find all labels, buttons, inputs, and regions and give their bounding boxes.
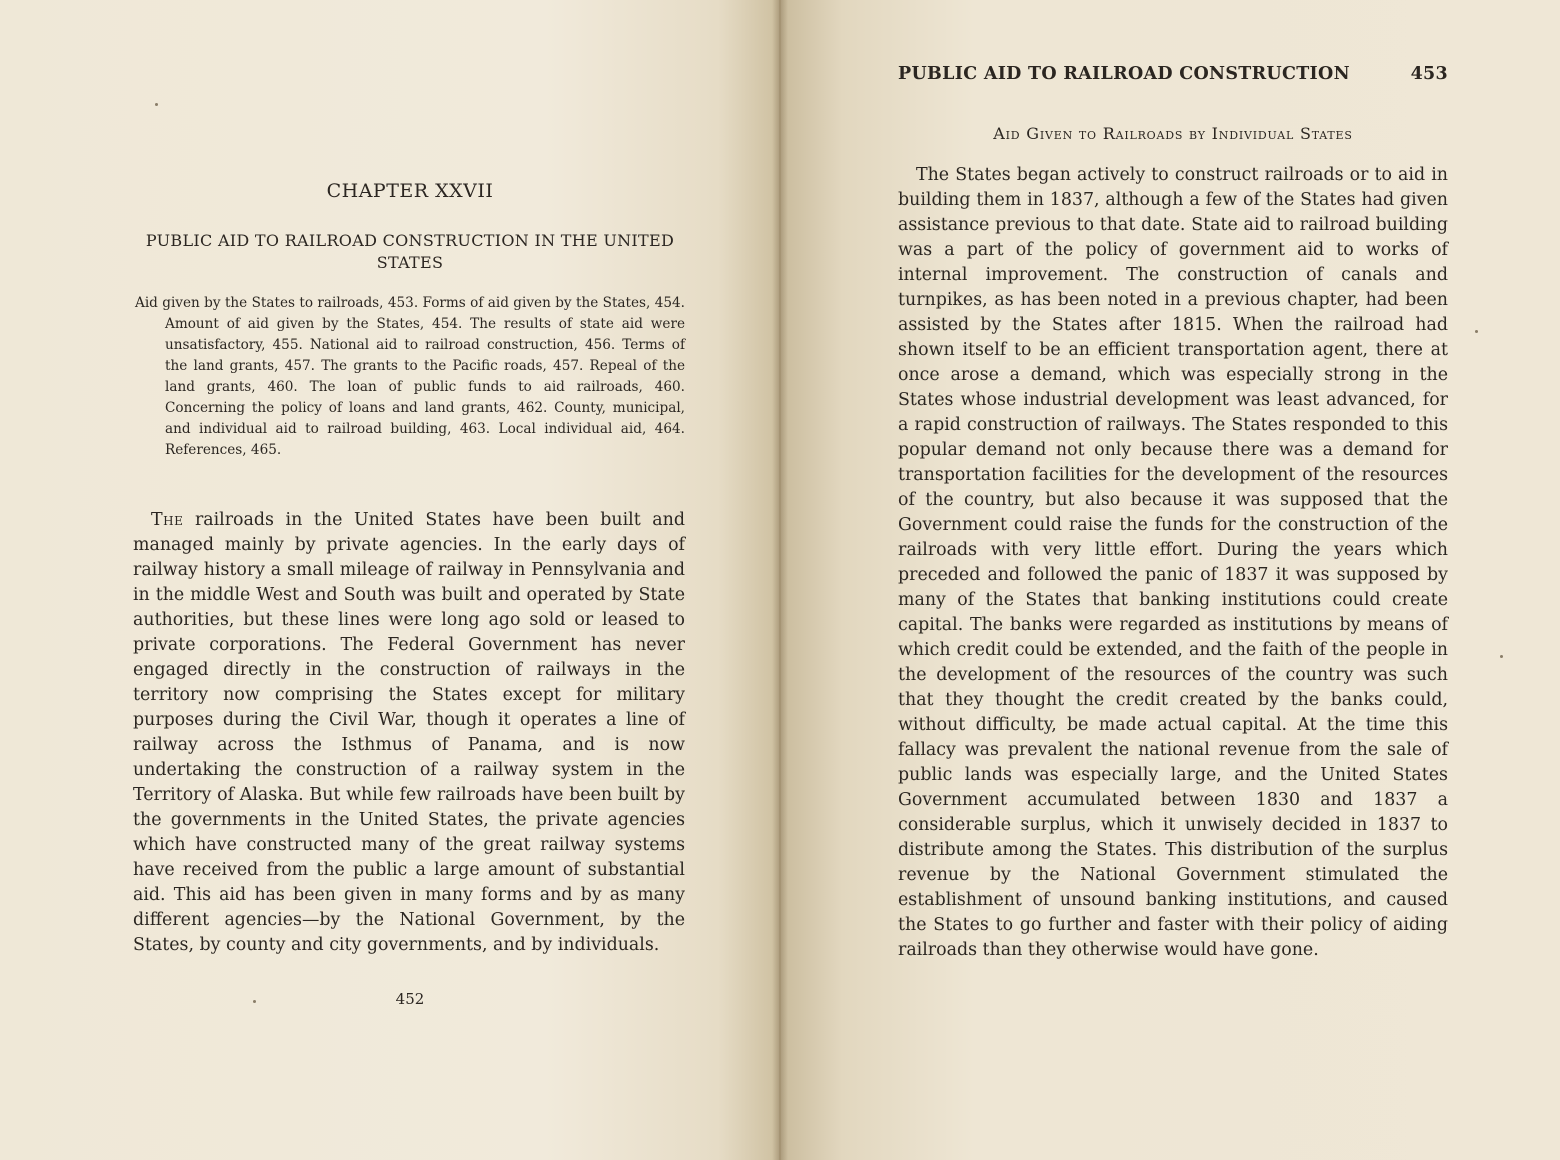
running-head [898,64,1448,84]
paper-speck [1500,655,1503,658]
page-number-left: 452 [395,990,425,1008]
right-body-paragraph [898,163,1448,963]
left-body-paragraph [133,508,685,958]
body-lead-word: The [151,510,184,530]
paper-speck [1475,330,1478,333]
chapter-subtitle: PUBLIC AID TO RAILROAD CONSTRUCTION IN THE UNITED STATES [145,231,675,272]
section-heading: Aid Given to Railroads by Individual States [993,124,1353,143]
book-fold [779,0,781,1160]
paper-speck [155,103,158,106]
paper-speck [253,1000,256,1003]
synopsis-text: Aid given by the States to railroads, 453. Forms of aid given by the States, 454. Amount of aid given by the States, 454. The results of state aid were unsatisfactory, 455. National aid to railroad construction, 456. Terms of the land grants, 457. The grants to the Pacific roads, 457. Repeal of the land grants, 460. The loan of public funds to aid railroads, 460. Concerning the policy of loans and land grants, 462. County, municipal, and individual aid to railroad building, 463. Local individual aid, 464. References, 465. [135,295,685,458]
chapter-title: CHAPTER XXVII [326,180,494,202]
right-page [780,0,1560,1160]
left-body-text: railroads in the United States have been built and managed mainly by private agencies. In the early days of railway history a small mileage of railway in Pennsylvania and in the middle West and South was built and operated by State authorities, but these lines were long ago sold or leased to private corporations. The Federal Government has never engaged directly in the construction of railways in the territory now comprising the States except for military purposes during the Civil War, though it operates a line of railway across the Isthmus of Panama, and is now undertaking the construction of a railway system in the Territory of Alaska. But while few railroads have been built by the governments in the United States, the private agencies which have constructed many of the great railway systems have received from the public a large amount of substantial aid. This aid has been given in many forms and by as many different agencies—by the National Government, by the States, by county and city governments, and by individuals. [133,510,685,955]
running-head-title: PUBLIC AID TO RAILROAD CONSTRUCTION [898,64,1350,84]
right-body-text: The States began actively to construct railroads or to aid in building them in 1837, although a few of the States had given assistance previous to that date. State aid to railroad building was a part of the policy of government aid to works of internal improvement. The construction of canals and turnpikes, as has been noted in a previous chapter, had been assisted by the States after 1815. When the railroad had shown itself to be an efficient transportation agent, there at once arose a demand, which was especially strong in the States whose industrial development was least advanced, for a rapid construction of railways. The States responded to this popular demand not only because there was a demand for transportation facilities for the development of the resources of the country, but also because it was supposed that the Government could raise the funds for the construction of the railroads with very little effort. During the years which preceded and followed the panic of 1837 it was supposed by many of the States that banking institutions could create capital. The banks were regarded as institutions by means of which credit could be extended, and the faith of the people in the development of the resources of the country was such that they thought the credit created by the banks could, without difficulty, be made actual capital. At the time this fallacy was prevalent the national revenue from the sale of public lands was especially large, and the United States Government accumulated between 1830 and 1837 a considerable surplus, which it unwisely decided in 1837 to distribute among the States. This distribution of the surplus revenue by the National Government stimulated the establishment of unsound banking institutions, and caused the States to go further and faster with their policy of aiding railroads than they otherwise would have gone. [898,165,1448,960]
chapter-synopsis [135,293,685,461]
page-number-right: 453 [1410,64,1448,84]
